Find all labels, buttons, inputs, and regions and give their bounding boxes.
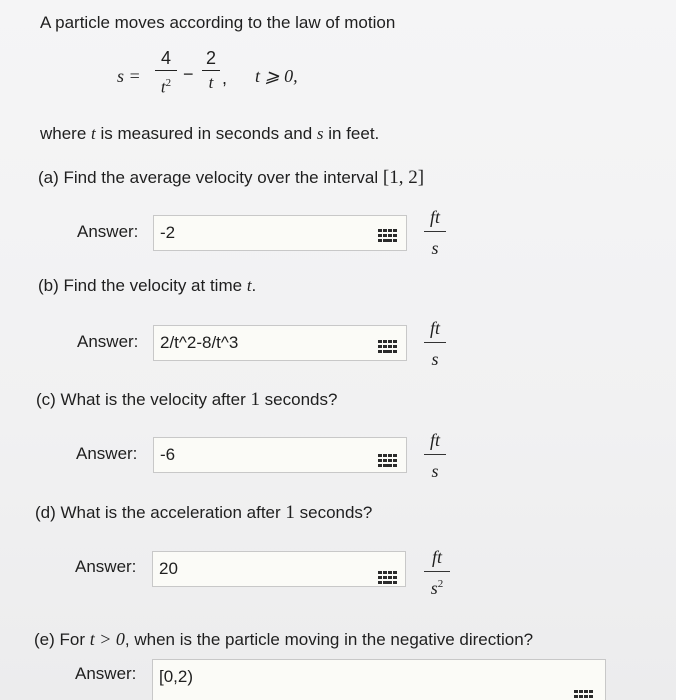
- unit-d: ft $s^2$: [424, 547, 450, 599]
- keyboard-icon[interactable]: [378, 571, 398, 585]
- unit-b: ft s: [424, 318, 446, 370]
- formula-term1-numerator: 4: [160, 48, 171, 68]
- problem-intro: A particle moves according to the law of motion: [40, 13, 396, 32]
- keyboard-icon[interactable]: [378, 454, 398, 468]
- question-d: (d) What is the acceleration after 1 seconds?: [35, 502, 373, 523]
- answer-field-a[interactable]: [154, 216, 406, 250]
- keyboard-icon[interactable]: [378, 229, 398, 243]
- question-c: (c) What is the velocity after 1 seconds?: [36, 389, 338, 410]
- answer-label-d: Answer:: [75, 557, 137, 576]
- keyboard-icon[interactable]: [574, 690, 594, 700]
- answer-input-c[interactable]: [153, 437, 407, 473]
- unit-a: ft s: [424, 207, 446, 259]
- answer-field-c[interactable]: [154, 438, 406, 472]
- formula-minus: −: [183, 64, 194, 84]
- formula-term2-denominator: t: [208, 73, 214, 92]
- unit-c: ft s: [424, 430, 446, 482]
- formula-condition: t ⩾ 0,: [255, 66, 298, 86]
- answer-field-e[interactable]: [153, 660, 605, 694]
- question-a: (a) Find the average velocity over the interval [1, 2]: [38, 167, 425, 188]
- formula-term2-numerator: 2: [205, 48, 216, 68]
- formula-lhs: s =: [117, 66, 141, 86]
- question-b: (b) Find the velocity at time t.: [38, 276, 257, 295]
- answer-field-d[interactable]: [153, 552, 405, 586]
- question-e: (e) For t > 0, when is the particle moving in the negative direction?: [34, 629, 534, 649]
- answer-label-c: Answer:: [76, 444, 138, 463]
- answer-field-b[interactable]: [154, 326, 406, 360]
- answer-label-a: Answer:: [77, 222, 139, 241]
- formula-term1: [155, 48, 177, 98]
- answer-input-e[interactable]: [152, 659, 606, 700]
- keyboard-icon[interactable]: [378, 340, 398, 354]
- answer-input-a[interactable]: [153, 215, 407, 251]
- formula-term2: [202, 48, 220, 93]
- formula-term1-denominator: $t^2$: [160, 77, 172, 97]
- answer-input-d[interactable]: [152, 551, 406, 587]
- answer-input-b[interactable]: [153, 325, 407, 361]
- answer-label-b: Answer:: [77, 332, 139, 351]
- units-description: where t is measured in seconds and s in feet.: [40, 124, 380, 143]
- formula-comma: ,: [222, 68, 228, 88]
- answer-label-e: Answer:: [75, 664, 137, 683]
